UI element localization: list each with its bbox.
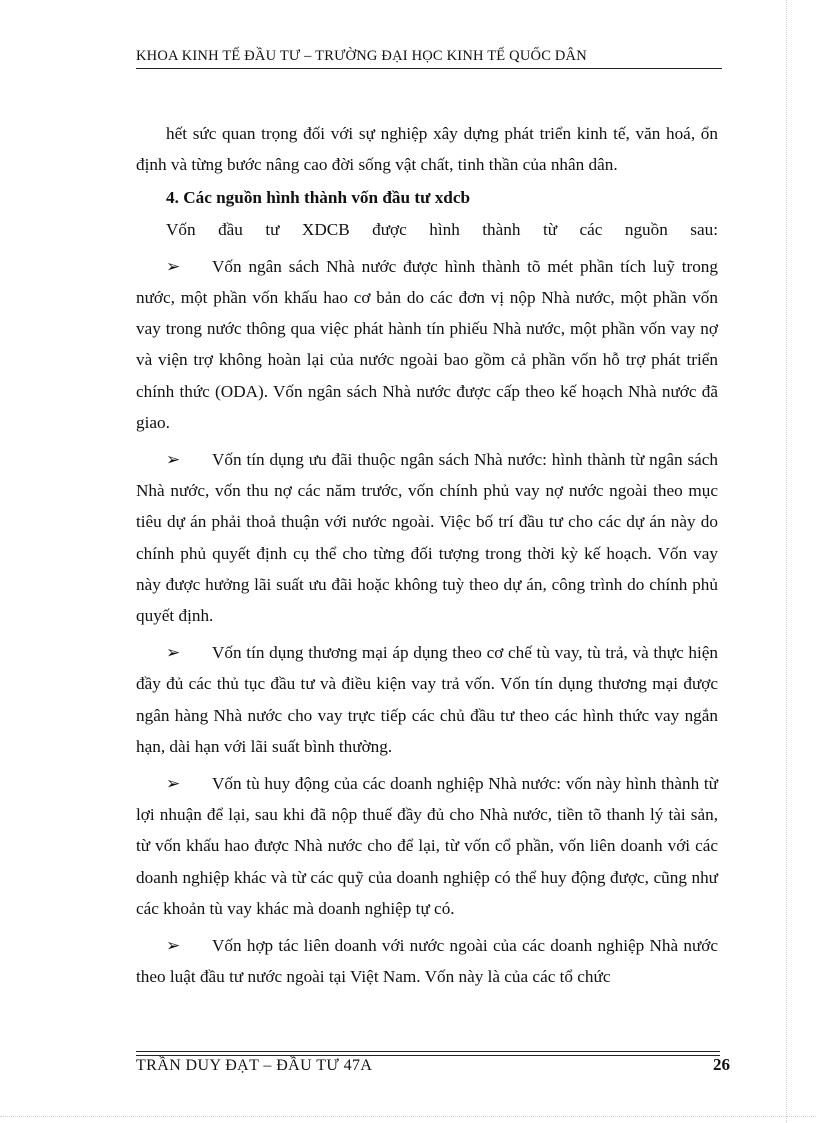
footer-rule-thin (136, 1055, 720, 1056)
bullet-paragraph (136, 768, 718, 924)
footer-rule (136, 1051, 720, 1052)
footer-author: TRẦN DUY ĐẠT – ĐẦU TƯ 47A (136, 1057, 373, 1074)
arrow-bullet-icon: ➢ (166, 936, 181, 956)
bullet-paragraph (136, 930, 718, 992)
page-margin-guide-bottom (0, 1116, 816, 1117)
section-heading: 4. Các nguồn hình thành vốn đầu tư xdcb (166, 188, 471, 208)
arrow-bullet-icon: ➢ (166, 450, 181, 470)
header-rule (136, 68, 722, 69)
arrow-bullet-icon: ➢ (166, 643, 181, 663)
bullet-paragraph (136, 444, 718, 631)
arrow-bullet-icon: ➢ (166, 774, 181, 794)
bullet-text: Vốn tín dụng thương mại áp dụng theo cơ chế tù vay, tù trả, và thực hiện đầy đủ các thủ tục đầu tư và điều kiện vay trả vốn. Vốn tín dụng thương mại được ngân hàng Nhà nước cho vay trực tiếp các chủ đầu tư theo các hình thức vay ngắn hạn, dài hạn với lãi suất bình thường. (136, 643, 718, 756)
bullet-text: Vốn hợp tác liên doanh với nước ngoài của các doanh nghiệp Nhà nước theo luật đầu tư nước ngoài tại Việt Nam. Vốn này là của các tổ chức (136, 936, 718, 987)
bullet-paragraph (136, 637, 718, 762)
paragraph-continued: hết sức quan trọng đối với sự nghiệp xây dựng phát triển kinh tế, văn hoá, ổn định và từng bước nâng cao đời sống vật chất, tinh thần của nhân dân. (136, 124, 718, 175)
bullet-text: Vốn tín dụng ưu đãi thuộc ngân sách Nhà nước: hình thành từ ngân sách Nhà nước, vốn thu nợ các năm trước, vốn chính phủ vay nợ nước ngoài theo mục tiêu dự án phải thoả thuận với nước ngoài. Việc bố trí đầu tư cho các dự án này do chính phủ quyết định cụ thể cho từng đối tượng trong thời kỳ kế hoạch. Vốn vay này được hưởng lãi suất ưu đãi hoặc không tuỳ theo dự án, công trình do chính phủ quyết định. (136, 450, 718, 626)
bullet-text: Vốn ngân sách Nhà nước được hình thành tõ mét phần tích luỹ trong nước, một phần vốn khấu hao cơ bản do các đơn vị nộp Nhà nước, một phần vốn vay trong nước thông qua việc phát hành tín phiếu Nhà nước, một phần vốn vay nợ và viện trợ không hoàn lại của nước ngoài bao gồm cả phần vốn hỗ trợ phát triển chính thức (ODA). Vốn ngân sách Nhà nước được cấp theo kế hoạch Nhà nước đã giao. (136, 256, 718, 432)
bullet-paragraph (136, 251, 718, 438)
bullet-text: Vốn tù huy động của các doanh nghiệp Nhà nước: vốn này hình thành từ lợi nhuận để lại, sau khi đã nộp thuế đầy đủ cho Nhà nước, tiền tõ thanh lý tài sản, từ vốn khấu hao được Nhà nước cho để lại, từ vốn cổ phần, vốn liên doanh với các doanh nghiệp khác và từ các quỹ của doanh nghiệp có thể huy động được, cũng như các khoản tù vay khác mà doanh nghiệp tự có. (136, 774, 718, 918)
intro-paragraph: Vốn đầu tư XDCB được hình thành từ các nguồn sau: (166, 219, 718, 239)
running-header: KHOA KINH TẾ ĐẦU TƯ – TRƯỜNG ĐẠI HỌC KINH TẾ QUỐC DÂN (136, 48, 587, 64)
page-body (136, 118, 718, 992)
page-margin-guide-right (786, 0, 787, 1123)
arrow-bullet-icon: ➢ (166, 256, 181, 276)
page-number: 26 (713, 1055, 730, 1074)
